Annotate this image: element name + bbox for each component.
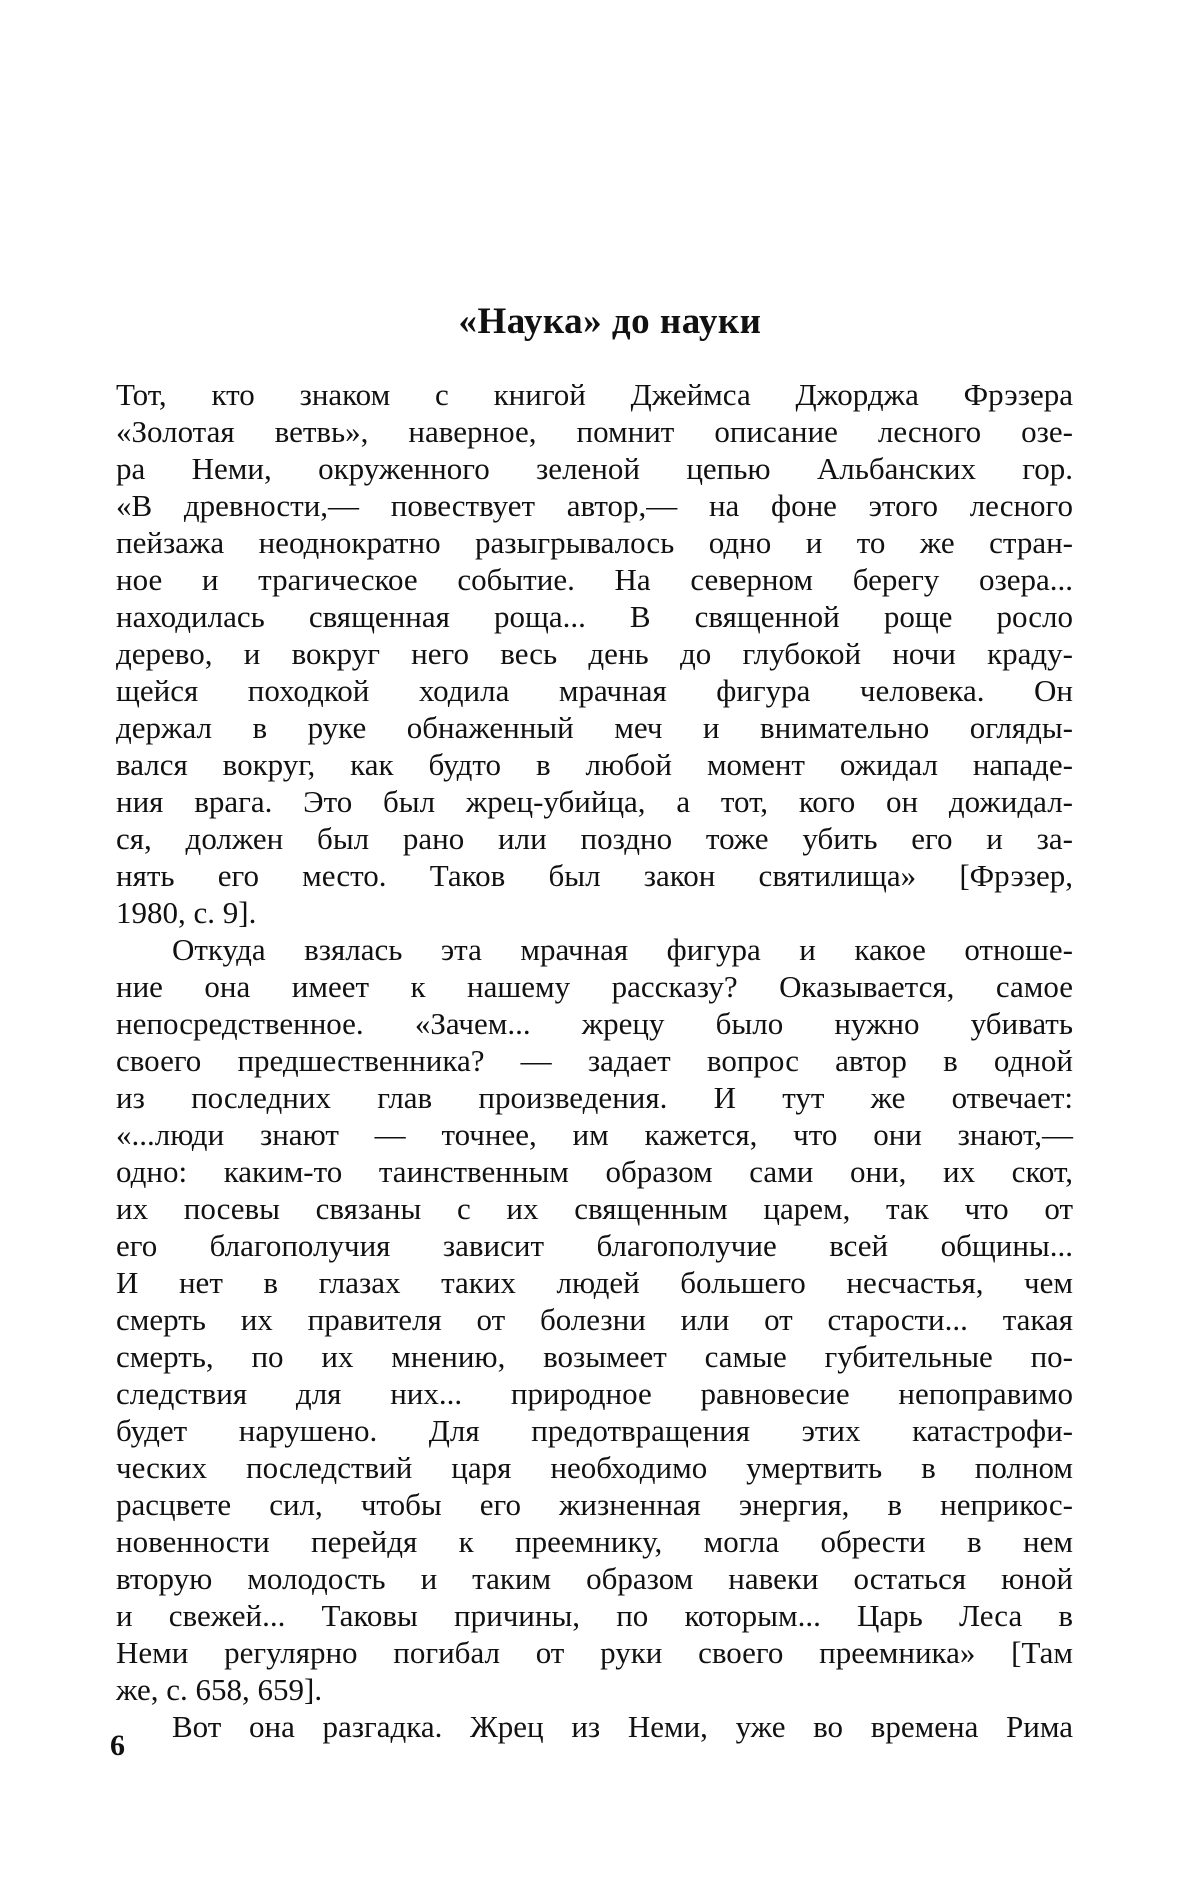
text-line: же, с. 658, 659]. (116, 1672, 323, 1707)
text-line: смерть, по их мнению, возымеет самые губительные по- (116, 1339, 1073, 1374)
text-line: щейся походкой ходила мрачная фигура человека. Он (116, 673, 1073, 708)
text-line: непосредственное. «Зачем... жрецу было нужно убивать (116, 1006, 1073, 1041)
text-line: одно: каким-то таинственным образом сами они, их скот, (116, 1154, 1073, 1189)
text-line: Тот, кто знаком с книгой Джеймса Джорджа Фрэзера (116, 377, 1073, 412)
text-line: ся, должен был рано или поздно тоже убить его и за- (116, 821, 1073, 856)
text-line: ное и трагическое событие. На северном берегу озера... (116, 562, 1073, 597)
text-line: новенности перейдя к преемнику, могла обрести в нем (116, 1524, 1073, 1559)
text-line: держал в руке обнаженный меч и внимательно огляды- (116, 710, 1073, 745)
page-number: 6 (110, 1729, 125, 1762)
text-line: находилась священная роща... В священной роще росло (116, 599, 1073, 634)
text-line: Откуда взялась эта мрачная фигура и какое отноше- (172, 932, 1073, 967)
chapter-title: «Наука» до науки (458, 301, 762, 342)
text-line: пейзажа неоднократно разыгрывалось одно и то же стран- (116, 525, 1073, 560)
body-text (116, 376, 1073, 1745)
text-line: его благополучия зависит благополучие всей общины... (116, 1228, 1073, 1263)
text-line: ние она имеет к нашему рассказу? Оказывается, самое (116, 969, 1073, 1004)
text-line: и свежей... Таковы причины, по которым... Царь Леса в (116, 1598, 1073, 1633)
text-line: 1980, с. 9]. (116, 895, 257, 930)
text-line: вторую молодость и таким образом навеки остаться юной (116, 1561, 1073, 1596)
text-line: их посевы связаны с их священным царем, так что от (116, 1191, 1073, 1226)
text-line: следствия для них... природное равновесие непоправимо (116, 1376, 1073, 1411)
text-line: смерть их правителя от болезни или от старости... такая (116, 1302, 1073, 1337)
text-line: ния врага. Это был жрец-убийца, а тот, кого он дожидал- (116, 784, 1073, 819)
text-line: расцвете сил, чтобы его жизненная энергия, в неприкос- (116, 1487, 1073, 1522)
text-line: нять его место. Таков был закон святилища» [Фрэзер, (116, 858, 1073, 893)
text-line: дерево, и вокруг него весь день до глубокой ночи краду- (116, 636, 1073, 671)
text-line: «...люди знают — точнее, им кажется, что они знают,— (116, 1117, 1073, 1152)
text-line: Неми регулярно погибал от руки своего преемника» [Там (116, 1635, 1073, 1670)
text-line: «Золотая ветвь», наверное, помнит описание лесного озе- (116, 414, 1073, 449)
text-line: «В древности,— повествует автор,— на фоне этого лесного (116, 488, 1073, 523)
text-line: Вот она разгадка. Жрец из Неми, уже во времена Рима (172, 1709, 1073, 1744)
text-line: ра Неми, окруженного зеленой цепью Альбанских гор. (116, 451, 1073, 486)
text-line: своего предшественника? — задает вопрос автор в одной (116, 1043, 1073, 1078)
text-line: вался вокруг, как будто в любой момент ожидал нападе- (116, 747, 1073, 782)
text-line: ческих последствий царя необходимо умертвить в полном (116, 1450, 1073, 1485)
text-line: из последних глав произведения. И тут же отвечает: (116, 1080, 1073, 1115)
text-line: будет нарушено. Для предотвращения этих катастрофи- (116, 1413, 1073, 1448)
text-line: И нет в глазах таких людей большего несчастья, чем (116, 1265, 1073, 1300)
